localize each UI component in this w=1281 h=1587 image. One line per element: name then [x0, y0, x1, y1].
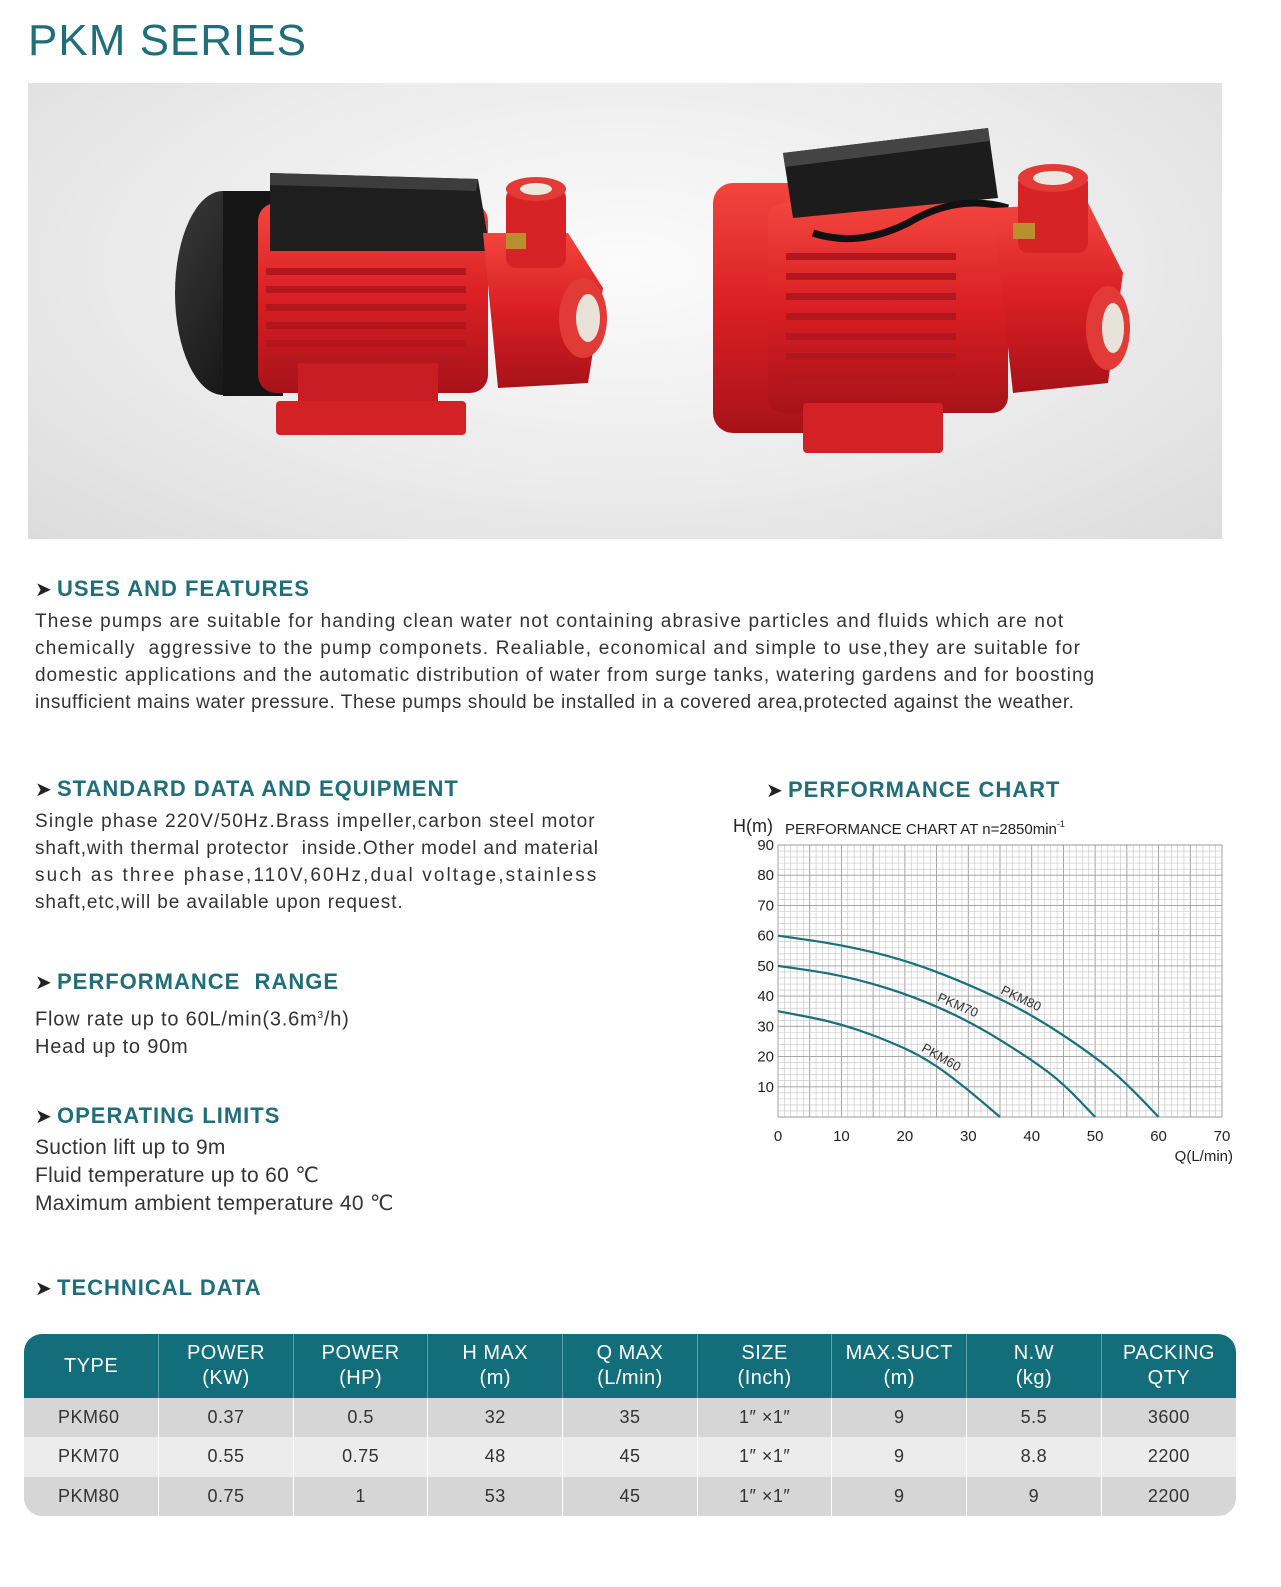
- chart-ylabel: H(m): [733, 816, 773, 836]
- table-header-line: PACKING: [1122, 1342, 1215, 1364]
- section-heading-chart-label: PERFORMANCE CHART: [788, 777, 1061, 802]
- standard-line: shaft,etc,will be available upon request.: [35, 892, 404, 913]
- chart-xlabel: Q(L/min): [1174, 1148, 1233, 1165]
- table-header-unit: (m): [479, 1367, 512, 1389]
- table-cell: 9: [832, 1398, 967, 1437]
- table-header-unit: QTY: [1147, 1367, 1191, 1389]
- chart-title: [785, 819, 1065, 838]
- table-cell: 45: [563, 1477, 698, 1516]
- table-header-line: Q MAX: [596, 1342, 664, 1364]
- table-cell: 48: [428, 1437, 563, 1476]
- table-cell: 0.55: [159, 1437, 294, 1476]
- table-header-line: N.W: [1013, 1342, 1055, 1364]
- section-heading-limits-label: OPERATING LIMITS: [57, 1103, 281, 1128]
- table-cell: 5.5: [967, 1398, 1102, 1437]
- table-header-cell: [428, 1334, 563, 1398]
- section-heading-uses: [35, 576, 310, 602]
- y-tick-label: 60: [757, 927, 774, 945]
- chart-grid: [778, 845, 1222, 1117]
- table-header-unit: (KW): [202, 1367, 250, 1389]
- chart-title-sup: -1: [1056, 819, 1065, 829]
- table-header-line: SIZE: [741, 1342, 788, 1364]
- table-cell: 0.37: [159, 1398, 294, 1437]
- uses-paragraph: [35, 608, 1227, 716]
- flow-rate-sup: 3: [317, 1010, 324, 1021]
- y-tick-label: 90: [757, 837, 774, 854]
- table-cell: 9: [967, 1477, 1102, 1516]
- section-heading-limits: [35, 1103, 280, 1129]
- flow-rate-suffix: /h): [323, 1008, 350, 1031]
- uses-line: insufficient mains water pressure. These pumps should be installed in a covered area,protected against the weather.: [35, 692, 1075, 713]
- table-cell: 0.75: [293, 1437, 428, 1476]
- table-header-unit: (m): [883, 1367, 915, 1389]
- table-cell: 3600: [1101, 1398, 1236, 1437]
- y-tick-label: 10: [757, 1078, 774, 1096]
- series-label: PKM80: [998, 982, 1044, 1015]
- table-cell: 35: [563, 1398, 698, 1437]
- table-header-line: MAX.SUCT: [845, 1342, 953, 1364]
- arrow-right-icon: ➤: [766, 780, 784, 802]
- table-header-unit: (kg): [1015, 1367, 1053, 1389]
- uses-line: These pumps are suitable for handing clean water not containing abrasive particles and fluids which are not: [35, 611, 1065, 632]
- limits-line: Suction lift up to 9m: [35, 1136, 226, 1159]
- section-heading-standard: [35, 776, 459, 802]
- table-header-cell: [697, 1334, 832, 1398]
- flow-rate-text: [35, 1002, 535, 1034]
- table-header-unit: (L/min): [597, 1367, 663, 1389]
- table-header-unit: (Inch): [737, 1367, 792, 1389]
- standard-paragraph: [35, 808, 665, 916]
- table-cell: PKM80: [24, 1477, 159, 1516]
- table-header-line: POWER: [186, 1342, 266, 1364]
- table-header-unit: (HP): [339, 1367, 383, 1389]
- section-heading-standard-label: STANDARD DATA AND EQUIPMENT: [57, 776, 459, 801]
- table-body: [24, 1398, 1236, 1516]
- pump-illustration: [28, 83, 1222, 539]
- uses-line: domestic applications and the automatic distribution of water from surge tanks, watering gardens and for boosting: [35, 665, 1095, 686]
- standard-line: shaft,with thermal protector inside.Other model and material: [35, 838, 599, 859]
- standard-line: such as three phase,110V,60Hz,dual voltage,stainless: [35, 865, 599, 886]
- x-tick-label: 60: [1150, 1128, 1167, 1145]
- technical-data-table: [24, 1334, 1236, 1516]
- table-cell: 0.5: [293, 1398, 428, 1437]
- y-tick-label: 70: [757, 897, 774, 915]
- uses-line: chemically aggressive to the pump componets. Realiable, economical and simple to use,they are suitable for: [35, 638, 1082, 659]
- series-label: PKM60: [919, 1040, 964, 1075]
- page-title: PKM SERIES: [28, 16, 307, 65]
- table-header-cell: [24, 1334, 159, 1398]
- section-heading-range: [35, 969, 339, 995]
- y-tick-label: 80: [757, 867, 774, 885]
- table-cell: 1″ ×1″: [697, 1437, 832, 1476]
- arrow-right-icon: ➤: [35, 972, 53, 994]
- limits-paragraph: [35, 1134, 535, 1218]
- y-tick-label: 40: [757, 988, 774, 1006]
- series-label: PKM70: [935, 989, 981, 1021]
- arrow-right-icon: ➤: [35, 1278, 53, 1300]
- table-header-cell: [159, 1334, 294, 1398]
- x-tick-label: 40: [1023, 1128, 1041, 1145]
- table-cell: PKM60: [24, 1398, 159, 1437]
- table-header-cell: [832, 1334, 967, 1398]
- table-header-cell: [563, 1334, 698, 1398]
- table-header-line: POWER: [321, 1342, 400, 1364]
- x-tick-label: 0: [773, 1128, 783, 1145]
- table-cell: 9: [832, 1477, 967, 1516]
- table-cell: 8.8: [967, 1437, 1102, 1476]
- x-tick-label: 50: [1086, 1128, 1104, 1145]
- table-header-cell: [967, 1334, 1102, 1398]
- performance-chart: [728, 812, 1248, 1172]
- performance-chart-svg: [728, 812, 1248, 1172]
- table-cell: 0.75: [159, 1477, 294, 1516]
- arrow-right-icon: ➤: [35, 1106, 53, 1128]
- table-cell: 2200: [1101, 1477, 1236, 1516]
- table-header-line: TYPE: [63, 1354, 119, 1377]
- arrow-right-icon: ➤: [35, 779, 53, 801]
- y-tick-label: 20: [757, 1048, 774, 1066]
- table-cell: 2200: [1101, 1437, 1236, 1476]
- limits-line: Fluid temperature up to 60 ℃: [35, 1164, 320, 1187]
- arrow-right-icon: ➤: [35, 579, 53, 601]
- table-row: [24, 1398, 1236, 1437]
- x-tick-label: 70: [1213, 1128, 1231, 1145]
- head-text: Head up to 90m: [35, 1035, 189, 1058]
- section-heading-chart: [766, 777, 1060, 803]
- y-tick-label: 50: [757, 957, 774, 975]
- limits-line: Maximum ambient temperature 40 ℃: [35, 1192, 394, 1215]
- table-cell: 1″ ×1″: [697, 1398, 832, 1437]
- pump-right: [713, 128, 1130, 453]
- table-cell: 53: [428, 1477, 563, 1516]
- series-line-pkm60: [778, 1011, 1000, 1117]
- table-cell: 1: [293, 1477, 428, 1516]
- pump-left: [175, 173, 607, 435]
- table-cell: 9: [832, 1437, 967, 1476]
- x-tick-label: 20: [896, 1128, 914, 1145]
- table-header-line: H MAX: [462, 1342, 529, 1364]
- section-heading-range-label: PERFORMANCE RANGE: [57, 969, 340, 994]
- chart-title-text: PERFORMANCE CHART AT n=2850min: [785, 821, 1057, 838]
- section-heading-uses-label: USES AND FEATURES: [57, 576, 310, 601]
- table-cell: 32: [428, 1398, 563, 1437]
- range-paragraph: [35, 1002, 535, 1061]
- table-cell: 1″ ×1″: [697, 1477, 832, 1516]
- table-row: [24, 1437, 1236, 1476]
- table-row: [24, 1477, 1236, 1516]
- x-tick-label: 10: [833, 1128, 850, 1145]
- table-cell: PKM70: [24, 1437, 159, 1476]
- x-tick-label: 30: [959, 1128, 977, 1145]
- flow-rate-prefix: Flow rate up to 60L/min(3.6m: [35, 1008, 318, 1031]
- table-header-cell: [293, 1334, 428, 1398]
- table-cell: 45: [563, 1437, 698, 1476]
- table-header-row: [24, 1334, 1236, 1398]
- y-tick-label: 30: [757, 1018, 774, 1036]
- section-heading-technical-label: TECHNICAL DATA: [57, 1275, 262, 1300]
- product-photo: [28, 83, 1222, 539]
- table-header-cell: [1101, 1334, 1236, 1398]
- section-heading-technical: [35, 1275, 262, 1301]
- standard-line: Single phase 220V/50Hz.Brass impeller,carbon steel motor: [35, 811, 596, 832]
